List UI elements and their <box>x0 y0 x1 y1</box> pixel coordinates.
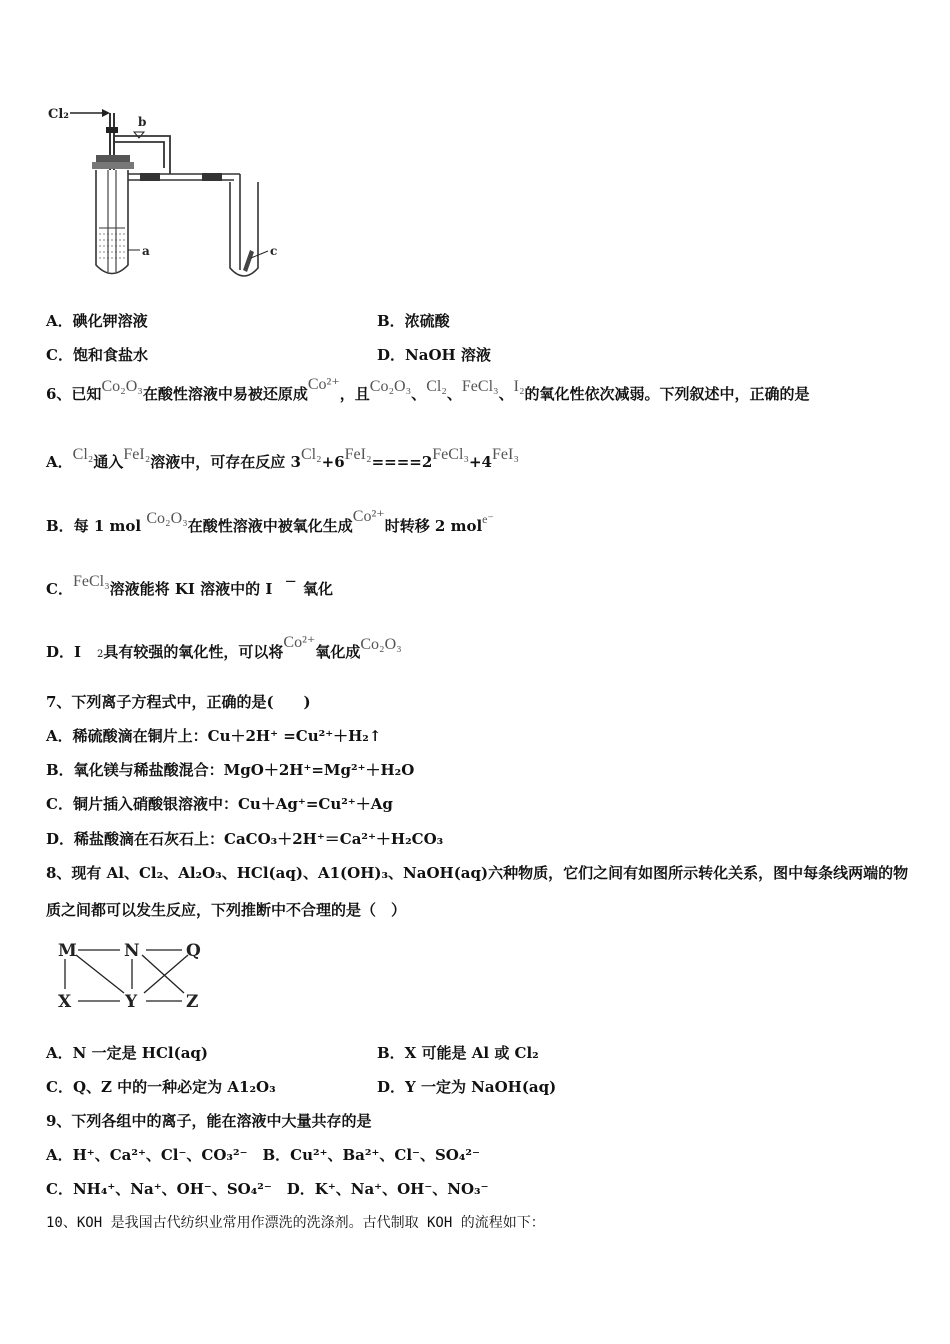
q8-stem-line1: 8、现有 Al、Cl₂、Al₂O₃、HCl(aq)、A1(OH)₃、NaOH(aq)六种物质，它们之间有如图所示转化关系，图中每条线两端的物 <box>46 864 909 882</box>
node-y: Y <box>125 992 138 1012</box>
node-q: Q <box>186 941 201 961</box>
q6-option-b: B．每 1 mol Co₂O₃在酸性溶液中被氧化生成Co²⁺时转移 2 mol$^{e^-}$ <box>46 508 494 535</box>
q8-option-b: B．X 可能是 Al 或 Cl₂ <box>377 1044 539 1062</box>
q9-options-cd: C．NH₄⁺、Na⁺、OH⁻、SO₄²⁻ D．K⁺、Na⁺、OH⁻、NO₃⁻ <box>46 1180 489 1198</box>
q5-option-c: C．饱和食盐水 <box>46 346 148 364</box>
q6-option-c: C．FeCl₃溶液能将 KI 溶液中的 I − 氧化 <box>46 572 333 598</box>
q8-stem-line2: 质之间都可以发生反应，下列推断中不合理的是（ ） <box>46 901 407 919</box>
node-x: X <box>58 992 72 1012</box>
q7-option-a: A．稀硫酸滴在铜片上：Cu＋2H⁺ =Cu²⁺＋H₂↑ <box>46 727 382 745</box>
q9-options-ab: A．H⁺、Ca²⁺、Cl⁻、CO₃²⁻ B．Cu²⁺、Ba²⁺、Cl⁻、SO₄²⁻ <box>46 1146 480 1164</box>
q7-option-b: B．氧化镁与稀盐酸混合：MgO＋2H⁺=Mg²⁺＋H₂O <box>46 761 415 779</box>
q10-stem: 10、KOH 是我国古代纺织业常用作漂洗的洗涤剂。古代制取 KOH 的流程如下： <box>46 1215 545 1231</box>
paper-c-label: c <box>270 244 278 258</box>
q7-option-c: C．铜片插入硝酸银溶液中：Cu＋Ag⁺=Cu²⁺＋Ag <box>46 795 393 813</box>
q7-stem: 7、下列离子方程式中，正确的是( ) <box>46 693 311 711</box>
q7-option-d: D．稀盐酸滴在石灰石上：CaCO₃＋2H⁺＝Ca²⁺＋H₂CO₃ <box>46 830 444 848</box>
q5-option-a: A．碘化钾溶液 <box>46 312 148 330</box>
node-z: Z <box>186 992 199 1012</box>
q5-option-d: D．NaOH 溶液 <box>377 346 491 364</box>
node-n: N <box>124 941 140 961</box>
q8-option-a: A．N 一定是 HCl(aq) <box>46 1044 209 1062</box>
q8-option-c: C．Q、Z 中的一种必定为 A1₂O₃ <box>46 1078 276 1096</box>
gas-label: Cl₂ <box>48 107 69 122</box>
q8-option-d: D．Y 一定为 NaOH(aq) <box>377 1078 557 1096</box>
q6-option-a: A．Cl₂通入FeI₂溶液中，可存在反应 3Cl₂+6FeI₂====2FeCl₃+4FeI₃ <box>46 446 519 471</box>
apparatus-figure <box>44 100 294 290</box>
node-m: M <box>58 941 77 961</box>
q6-option-d: D．I 2具有较强的氧化性，可以将Co²⁺氧化成Co₂O₃ <box>46 634 402 661</box>
q5-option-b: B．浓硫酸 <box>377 312 450 330</box>
q9-stem: 9、下列各组中的离子，能在溶液中大量共存的是 <box>46 1112 372 1130</box>
solution-a-label: a <box>142 244 150 258</box>
q8-relation-diagram <box>50 935 210 1015</box>
valve-b-label: b <box>138 115 147 129</box>
q6-stem: 6、已知Co₂O₃在酸性溶液中易被还原成Co²⁺，且Co₂O₃、Cl₂、FeCl₃、I₂的氧化性依次减弱。下列叙述中，正确的是 <box>46 376 810 403</box>
